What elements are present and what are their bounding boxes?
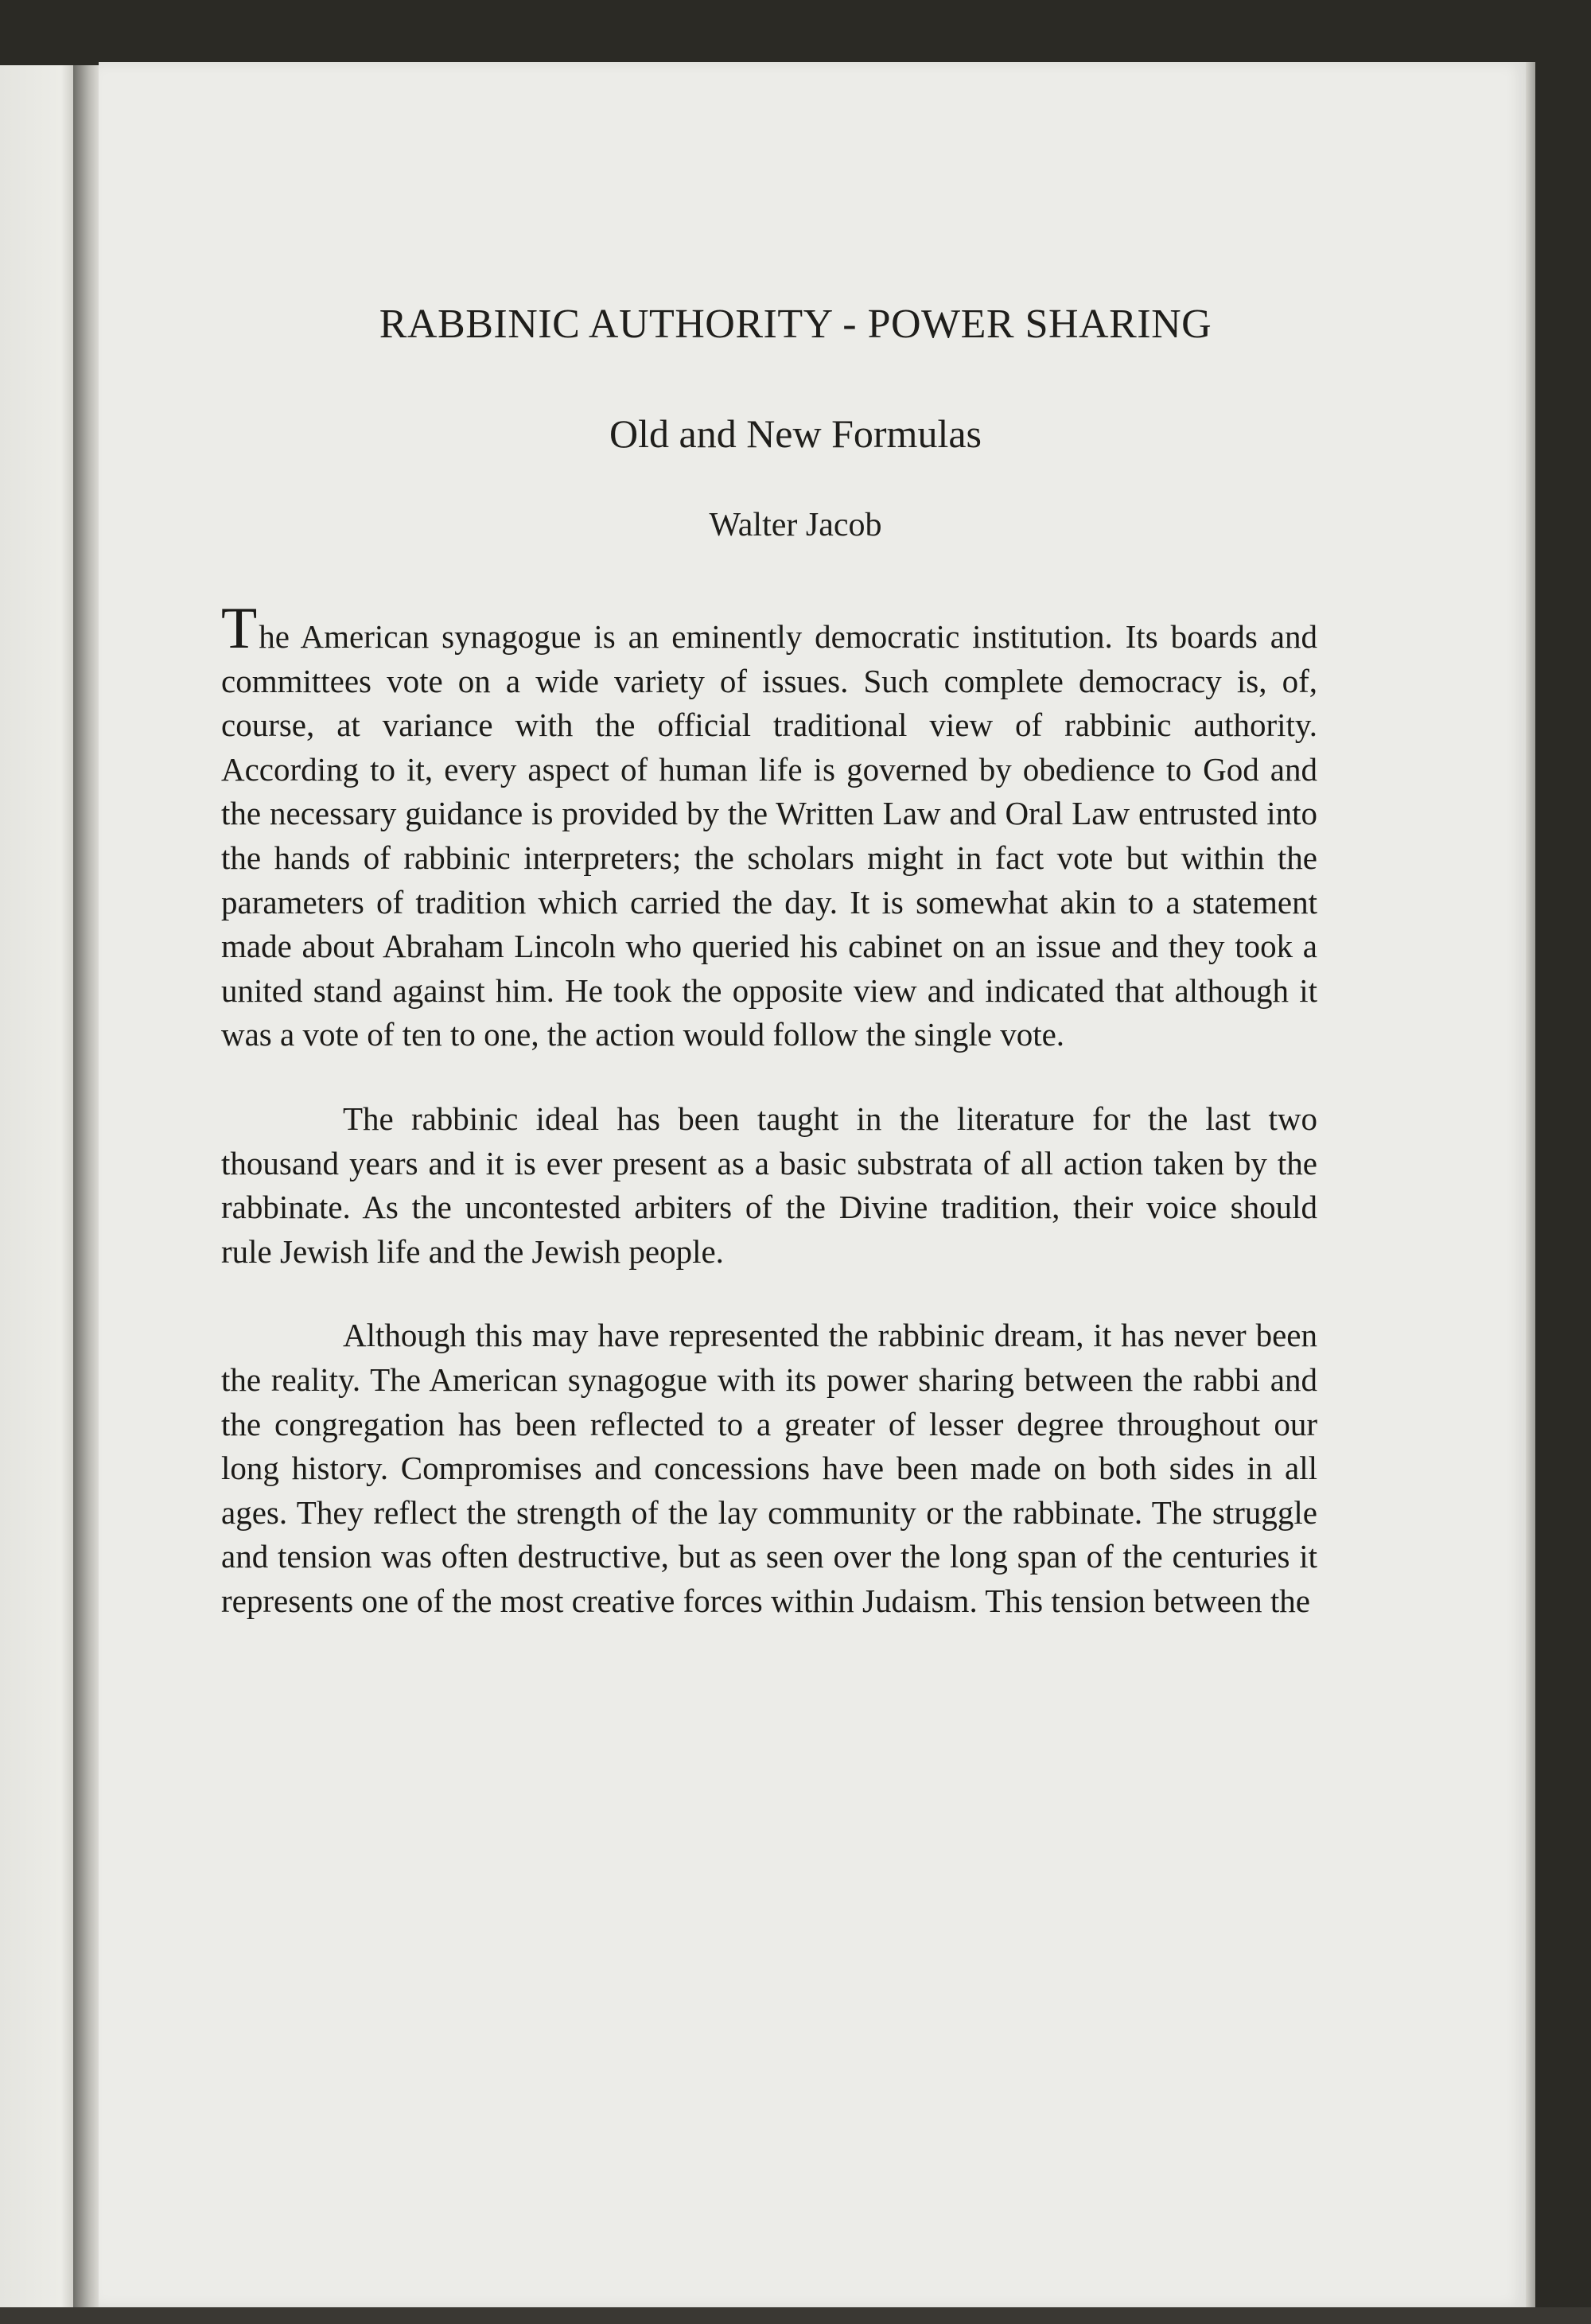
page-edge-shadow — [1526, 62, 1535, 2307]
paragraph-3: Although this may have represented the rabbinic dream, it has never been the reality. The American synagogue with its power sharing between the rabbi and the congregation has been reflected to a greater of lesser degree throughout our long history. Compromises and concessions have been made on both sides in all ages. They reflect the strength of the lay community or the rabbinate. The struggle and tension was often destructive, but as seen over the long span of the centuries it represents one of the most creative forces within Judaism. This tension between the — [221, 1317, 1317, 1619]
paragraph-1-text: he American synagogue is an eminently democratic institution. Its boards and committees vote on a wide variety of issues. Such complete democracy is, of, course, at variance with the official traditional view of rabbinic authority. According to it, every aspect of human life is governed by obedience to God and the necessary guidance is provided by the Written Law and Oral Law entrusted into the hands of rabbinic interpreters; the scholars might in fact vote but within the parameters of tradition which carried the day. It is somewhat akin to a statement made about Abraham Lincoln who queried his cabinet on an issue and they took a united stand against him. He took the opposite view and indicated that although it was a vote of ten to one, the action would follow the single vote. — [221, 618, 1317, 1053]
article-title: RABBINIC AUTHORITY - POWER SHARING — [379, 302, 1212, 347]
article-body — [221, 596, 1317, 1663]
paragraph-1 — [221, 596, 1317, 1057]
drop-cap: T — [221, 596, 258, 661]
background-bottom — [0, 2307, 1591, 2324]
author-name: Walter Jacob — [709, 507, 882, 543]
paragraph-2: The rabbinic ideal has been taught in the literature for the last two thousand years and it is ever present as a basic substrata of all action taken by the rabbinate. As the uncontested arbiters of the Divine tradition, their voice should rule Jewish life and the Jewish people. — [221, 1100, 1317, 1270]
facing-page-edge — [0, 65, 76, 2324]
article-subtitle: Old and New Formulas — [609, 411, 982, 456]
book-gutter — [73, 65, 102, 2324]
